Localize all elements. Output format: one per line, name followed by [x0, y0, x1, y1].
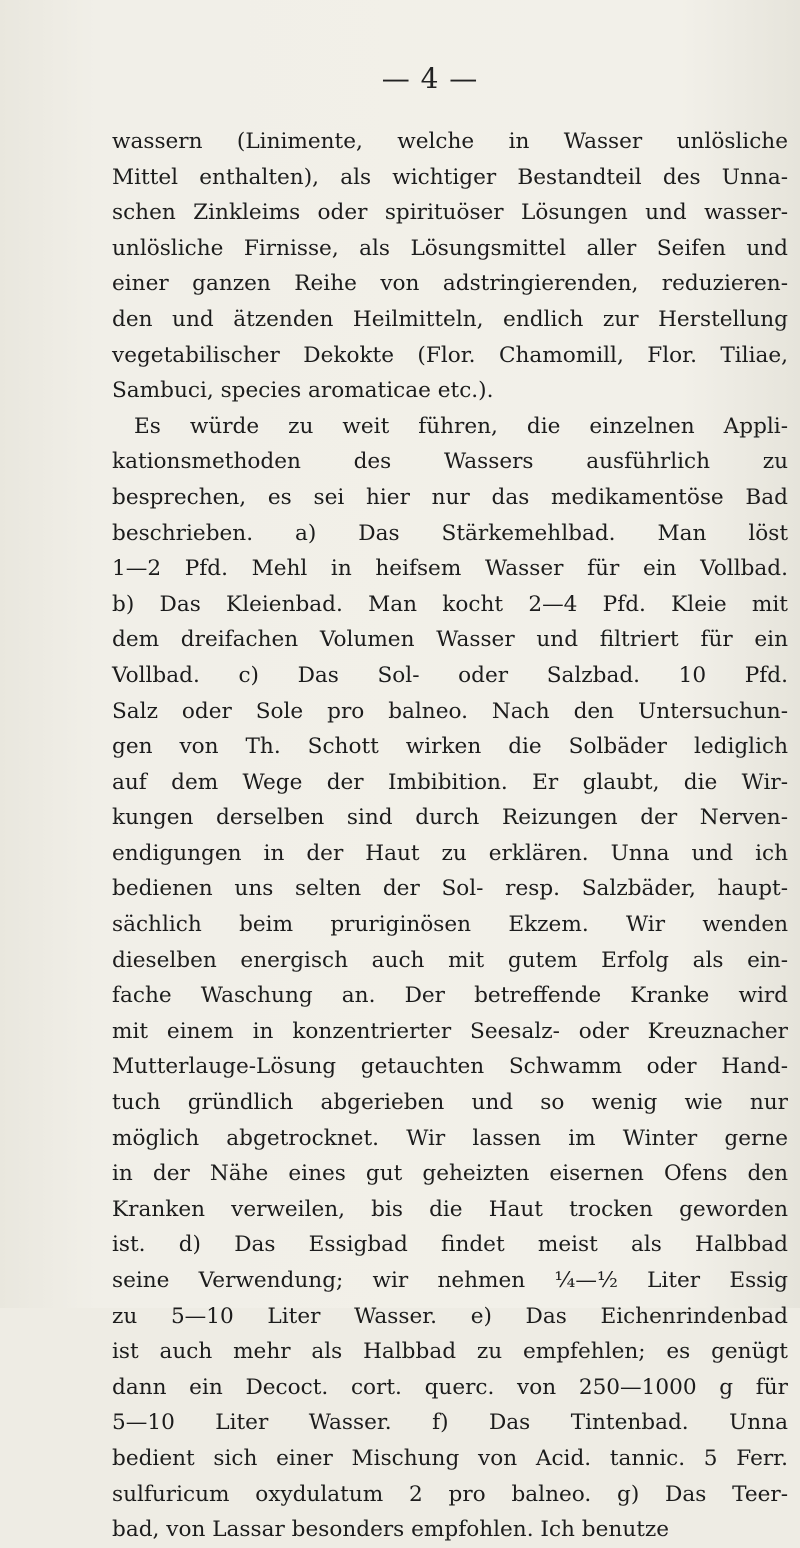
text-line: sächlich beim pruriginösen Ekzem. Wir wenden [112, 912, 788, 938]
text-line: 1—2 Pfd. Mehl in heifsem Wasser für ein Vollbad. [112, 556, 788, 582]
text-line: ist. d) Das Essigbad findet meist als Halbbad [112, 1232, 788, 1258]
text-line: mit einem in konzentrierter Seesalz- oder Kreuznacher [112, 1018, 788, 1044]
text-line: sulfuricum oxydulatum 2 pro balneo. g) Das Teer- [112, 1481, 788, 1507]
text-line: fache Waschung an. Der betreffende Kranke wird [112, 983, 788, 1009]
text-line: unlösliche Firnisse, als Lösungsmittel aller Seifen und [112, 235, 788, 261]
text-line: Es würde zu weit führen, die einzelnen Appli- [134, 413, 788, 439]
text-line: gen von Th. Schott wirken die Solbäder lediglich [112, 734, 788, 760]
text-line: Vollbad. c) Das Sol- oder Salzbad. 10 Pfd. [112, 662, 788, 688]
text-line: bedienen uns selten der Sol- resp. Salzbäder, haupt- [112, 876, 788, 902]
text-line: seine Verwendung; wir nehmen ¼—½ Liter Essig [112, 1268, 788, 1293]
text-line: Sambuci, species aromaticae etc.). [112, 378, 494, 404]
text-line: b) Das Kleienbad. Man kocht 2—4 Pfd. Kleie mit [112, 591, 788, 617]
text-line: auf dem Wege der Imbibition. Er glaubt, die Wir- [112, 769, 788, 795]
text-line: tuch gründlich abgerieben und so wenig wie nur [112, 1090, 788, 1116]
text-line: Kranken verweilen, bis die Haut trocken geworden [112, 1196, 788, 1222]
text-line: in der Nähe eines gut geheizten eisernen Ofens den [112, 1161, 788, 1187]
text-line: bedient sich einer Mischung von Acid. tannic. 5 Ferr. [112, 1445, 788, 1471]
text-line: endigungen in der Haut zu erklären. Unna und ich [112, 840, 788, 866]
text-line: möglich abgetrocknet. Wir lassen im Winter gerne [112, 1125, 788, 1151]
page-number: — 4 — [381, 62, 479, 95]
text-line: Mutterlauge-Lösung getauchten Schwamm oder Hand- [112, 1054, 788, 1080]
text-line: vegetabilischer Dekokte (Flor. Chamomill, Flor. Tiliae, [112, 342, 788, 368]
text-line: kationsmethoden des Wassers ausführlich zu [112, 449, 788, 475]
text-line: schen Zinkleims oder spirituöser Lösungen und wasser- [112, 200, 788, 226]
text-line: bad, von Lassar besonders empfohlen. Ich benutze [112, 1517, 670, 1543]
text-line: beschrieben. a) Das Stärkemehlbad. Man löst [112, 520, 788, 546]
text-line: kungen derselben sind durch Reizungen der Nerven- [112, 805, 788, 831]
text-line: wassern (Linimente, welche in Wasser unlösliche [112, 129, 788, 154]
body-text [112, 124, 788, 1548]
text-line: ist auch mehr als Halbbad zu empfehlen; es genügt [112, 1339, 788, 1365]
text-line: zu 5—10 Liter Wasser. e) Das Eichenrindenbad [112, 1303, 788, 1329]
text-line: Mittel enthalten), als wichtiger Bestandteil des Unna- [112, 164, 788, 190]
text-line: den und ätzenden Heilmitteln, endlich zur Herstellung [112, 306, 788, 332]
text-line: dann ein Decoct. cort. querc. von 250—1000 g für [112, 1374, 788, 1400]
text-line: besprechen, es sei hier nur das medikamentöse Bad [112, 484, 788, 510]
text-line: 5—10 Liter Wasser. f) Das Tintenbad. Unna [112, 1410, 788, 1436]
text-line: Salz oder Sole pro balneo. Nach den Untersuchun- [112, 698, 788, 724]
text-line: dieselben energisch auch mit gutem Erfolg als ein- [112, 947, 788, 973]
text-line: einer ganzen Reihe von adstringierenden, reduzieren- [112, 271, 788, 297]
text-line: dem dreifachen Volumen Wasser und filtriert für ein [112, 627, 788, 653]
